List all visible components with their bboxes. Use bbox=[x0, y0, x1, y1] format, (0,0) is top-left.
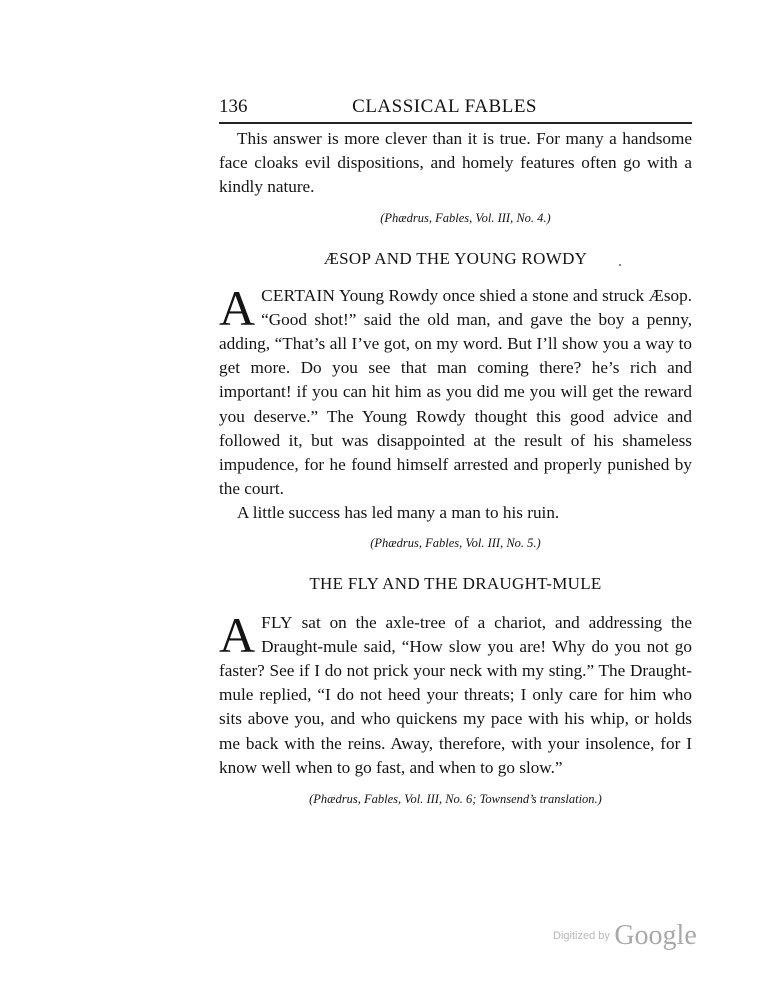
fable2-paragraph bbox=[219, 606, 692, 780]
fable1-body: Young Rowdy once shied a stone and struck Æsop. “Good shot!” said the old man, and gave the boy a penny, adding, “That’s all I’ve got, on my word. But I’ll show you a way to get more. Do you see that man coming there? he’s rich and important! if you can hit him as you did me you will get the reward you deserve.” The Young Rowdy thought this good advice and followed it, but was disappointed at the result of his shameless impudence, for he found himself arrested and properly punished by the court. bbox=[219, 285, 692, 499]
fable2-dropcap: A bbox=[219, 606, 256, 663]
fable2-title: THE FLY AND THE DRAUGHT-MULE bbox=[309, 573, 602, 593]
watermark-prefix: Digitized by bbox=[553, 930, 610, 942]
google-logo: Google bbox=[614, 920, 697, 951]
fable2-body: sat on the axle-tree of a chariot, and addressing the Draught-mule said, “How slow you are! Why do you not go faster? See if I do not prick your neck with my sting.” The Draught-mule replied, “I do not heed your threats; I only care for him who sits above you, and who quickens my pace with his whip, or holds me back with the reins. Away, therefore, with your insolence, for I know well when to go fast, and when to go slow.” bbox=[219, 612, 692, 777]
fable1-paragraph bbox=[219, 279, 692, 502]
intro-paragraph: This answer is more clever than it is true. For many a handsome face cloaks evil dispositions, and homely features often go with a kindly nature. bbox=[219, 129, 692, 197]
fable2-lead: FLY bbox=[261, 612, 293, 632]
running-title: CLASSICAL FABLES bbox=[352, 96, 537, 117]
fable1-moral: A little success has led many a man to his ruin. bbox=[237, 503, 560, 523]
running-header bbox=[219, 96, 692, 124]
scan-speck bbox=[619, 264, 621, 266]
google-watermark bbox=[553, 920, 697, 952]
page-number: 136 bbox=[219, 96, 248, 117]
fable1-dropcap: A bbox=[219, 279, 256, 336]
fable1-lead: CERTAIN bbox=[261, 285, 336, 305]
fable1-citation: (Phædrus, Fables, Vol. III, No. 5.) bbox=[370, 535, 541, 550]
book-page bbox=[219, 96, 692, 807]
fable2-citation: (Phædrus, Fables, Vol. III, No. 6; Townsend’s translation.) bbox=[309, 792, 602, 807]
intro-citation: (Phædrus, Fables, Vol. III, No. 4.) bbox=[380, 210, 551, 225]
fable1-title: ÆSOP AND THE YOUNG ROWDY bbox=[323, 248, 588, 268]
